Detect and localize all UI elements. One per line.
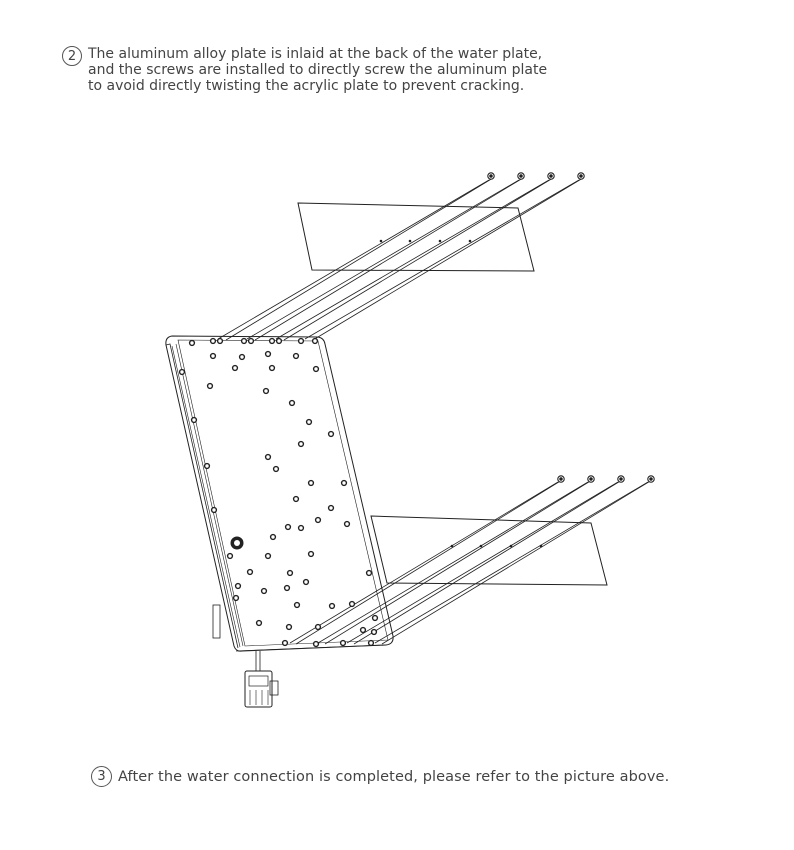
step-3-instruction: [91, 766, 669, 787]
bottom-aluminum-plate: [371, 516, 607, 585]
water-plate: [166, 336, 393, 707]
step-3-text: After the water connection is completed, please refer to the picture above.: [118, 768, 670, 785]
top-screws: [488, 173, 584, 179]
step-2-number-badge: 2: [62, 46, 82, 66]
bottom-screws: [558, 476, 654, 482]
step-2-line-3: to avoid directly twisting the acrylic plate to prevent cracking.: [88, 78, 525, 94]
step-2-line-2: and the screws are installed to directly screw the aluminum plate: [88, 62, 548, 78]
step-3-number-badge: 3: [91, 766, 112, 787]
step-2-line-1: The aluminum alloy plate is inlaid at the back of the water plate,: [88, 46, 543, 62]
